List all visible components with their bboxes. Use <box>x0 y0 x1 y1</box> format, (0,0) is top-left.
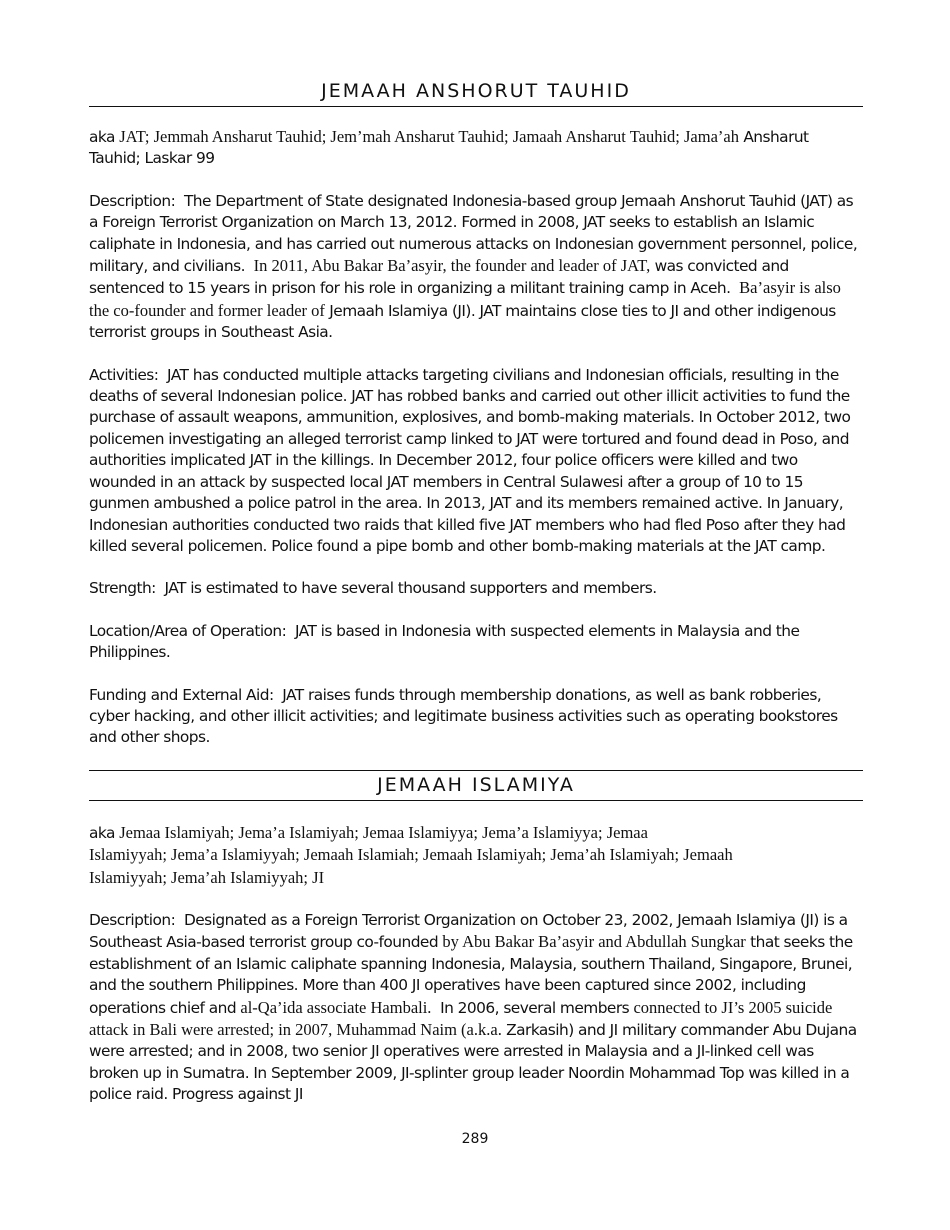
location-label: Location/Area of Operation: <box>89 621 287 640</box>
ji-description <box>89 910 863 1106</box>
activities-text: JAT has conducted multiple attacks targeting civilians and Indonesian officials, resulting in the deaths of several Indonesian police. JAT has robbed banks and carried out other illicit activities to fund the purchase of assault weapons, ammunition, explosives, and bomb-making materials. In October 2012, two policemen investigating an alleged terrorist camp linked to JAT were tortured and found dead in Poso, and authorities implicated JAT in the killings. In December 2012, four police officers were killed and two wounded in an attack by suspected local JAT members in Central Sulawesi after a group of 10 to 15 gunmen ambushed a police patrol in the area. In 2013, JAT and its members remained active. In January, Indonesian authorities conducted two raids that killed five JAT members who had fled Poso after they had killed several policemen. Police found a pipe bomb and other bomb-making materials at the JAT camp. <box>89 365 851 555</box>
location-text: JAT is based in Indonesia with suspected elements in Malaysia and the Philippines. <box>89 621 800 662</box>
ji-aka <box>89 822 863 889</box>
jat-funding <box>89 685 863 749</box>
description-label: Description: <box>89 191 176 210</box>
funding-text: JAT raises funds through membership donations, as well as bank robberies, cyber hacking, and other illicit activities; and legitimate business activities such as operating bookstores and other shops. <box>89 685 838 747</box>
aka-label: aka <box>89 128 115 146</box>
description-text: Designated as a Foreign Terrorist Organization on October 23, 2002, Jemaah Islamiya (JI) is a Southeast Asia-based terrorist group co-founded <box>89 910 848 952</box>
description-text: was convicted and sentenced to 15 years in prison for his role in organizing a militant training camp in Aceh. <box>89 257 789 298</box>
section-title-ji: JEMAAH ISLAMIYA <box>377 773 575 796</box>
aka-line: Jemaa Islamiyah; Jema’a Islamiyah; Jemaa Islamiyya; Jema’a Islamiyya; Jemaa <box>119 822 648 842</box>
aka-sans-text: Ansharut Tauhid; Laskar 99 <box>89 128 809 168</box>
description-text: by Abu Bakar Ba’asyir and Abdullah Sungkar <box>442 932 746 952</box>
title-rule <box>89 106 863 107</box>
description-label: Description: <box>89 910 176 929</box>
jat-activities <box>89 365 863 558</box>
description-text: In 2011, Abu Bakar Ba’asyir, the founder and leader of JAT, <box>253 256 651 276</box>
strength-text: JAT is estimated to have several thousand supporters and members. <box>164 579 657 598</box>
funding-label: Funding and External Aid: <box>89 685 274 704</box>
aka-line: Islamiyyah; Jema’ah Islamiyyah; JI <box>89 867 325 887</box>
section-title-jat: JEMAAH ANSHORUT TAUHID <box>321 80 631 102</box>
description-text: Ba’asyir is also the co-founder and former leader of <box>89 278 841 320</box>
jat-strength <box>89 578 863 599</box>
aka-label: aka <box>89 823 115 842</box>
jat-aka <box>89 126 863 170</box>
description-text: In 2006, several members <box>440 998 630 1017</box>
strength-label: Strength: <box>89 579 156 598</box>
jat-description <box>89 191 863 344</box>
jat-location <box>89 621 863 664</box>
description-text: Jemaah Islamiya (JI). JAT maintains close ties to JI and other indigenous terrorist groups in Southeast Asia. <box>89 301 836 342</box>
description-text: al-Qa’ida associate Hambali. <box>240 997 432 1017</box>
page-number: 289 <box>461 1131 489 1147</box>
section-rule-bottom <box>89 800 863 801</box>
description-text: connected to JI’s 2005 suicide attack in Bali were arrested; in 2007, Muhammad Naim (a.k.a. <box>89 997 833 1039</box>
description-text: Zarkasih) and JI military commander Abu Dujana were arrested; and in 2008, two senior JI operatives were arrested in Malaysia and a JI-linked cell was broken up in Sumatra. In September 2009, JI-splinter group leader Noordin Mohammad Top was killed in a police raid. Progress against JI <box>89 1021 857 1104</box>
aka-line: Islamiyyah; Jema’a Islamiyyah; Jemaah Islamiah; Jemaah Islamiyah; Jema’ah Islamiyah; Jemaah <box>89 845 733 865</box>
description-text: that seeks the establishment of an Islamic caliphate spanning Indonesia, Malaysia, southern Thailand, Singapore, Brunei, and the southern Philippines. More than 400 JI operatives have been captured since 2002, including operations chief and <box>89 933 853 1017</box>
activities-label: Activities: <box>89 365 159 384</box>
aka-serif-text: JAT; Jemmah Ansharut Tauhid; Jem’mah Ansharut Tauhid; Jamaah Ansharut Tauhid; Jama’ah <box>119 127 739 146</box>
document-page <box>89 78 863 1106</box>
description-text: The Department of State designated Indonesia-based group Jemaah Anshorut Tauhid (JAT) as a Foreign Terrorist Organization on March 13, 2012. Formed in 2008, JAT seeks to establish an Islamic caliphate in Indonesia, and has carried out numerous attacks on Indonesian government personnel, police, military, and civilians. <box>89 191 858 276</box>
